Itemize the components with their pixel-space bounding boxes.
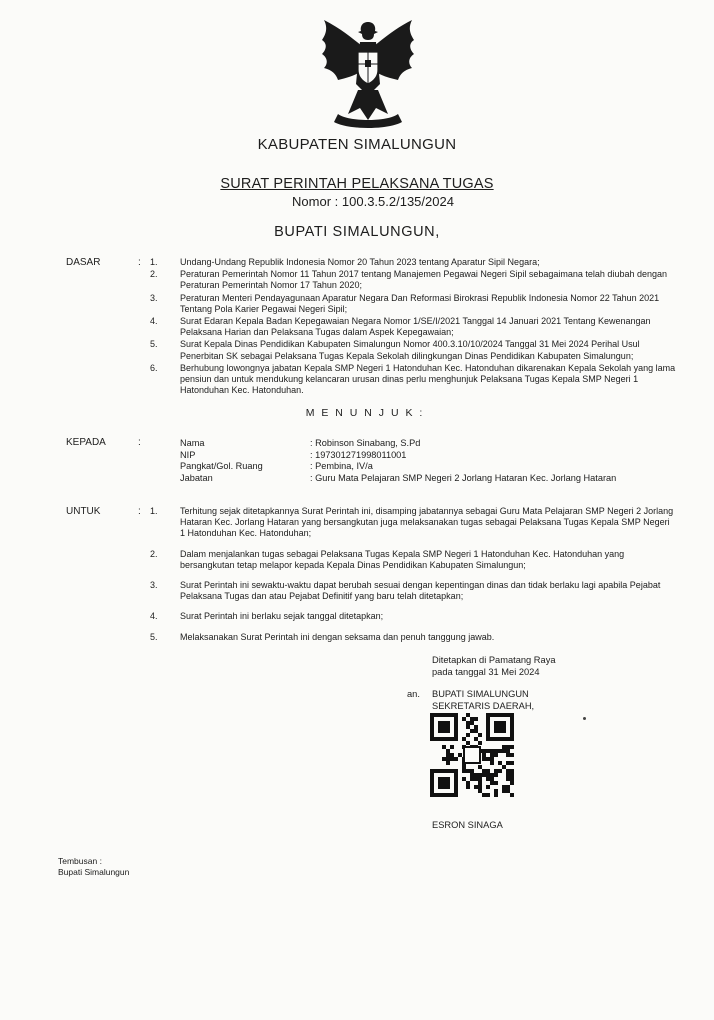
signature-date: pada tanggal 31 Mei 2024 xyxy=(432,666,540,677)
signature-official xyxy=(432,689,534,712)
list-item: 5. Melaksanakan Surat Perintah ini dengan seksama dan penuh tanggung jawab. xyxy=(150,631,495,642)
list-item: 2. Peraturan Pemerintah Nomor 11 Tahun 2017 tentang Manajemen Pegawai Negeri Sipil sebagaimana telah diubah dengan Peraturan Pemerintah Nomor 17 Tahun 2020; xyxy=(150,269,667,291)
list-item: 4. Surat Edaran Kepala Badan Kepegawaian Negara Nomor 1/SE/I/2021 Tanggal 14 Januari 2021 Tentang Kewenangan Pelaksana Harian dan Pelaksana Tugas dalam Aspek Kepegawaian; xyxy=(150,316,651,338)
list-item: 1. Terhitung sejak ditetapkannya Surat Perintah ini, disamping jabatannya sebagai Guru Mata Pelajaran SMP Negeri 2 Jorlang Hataran Kec. Jorlang Hataran yang bersangkutan juga melaksanakan tugas sebagai Pelaksana Tugas Kepala SMP Negeri 1 Hatonduhan Kec. Hatonduhan; xyxy=(150,506,674,539)
kepada-colon: : xyxy=(138,437,141,448)
signature-place: Ditetapkan di Pamatang Raya xyxy=(432,655,556,665)
dasar-list xyxy=(150,257,680,397)
list-item: 5. Surat Kepala Dinas Pendidikan Kabupaten Simalungun Nomor 400.3.10/10/2024 Tanggal 31 Mei 2024 Perihal Usul Penerbitan SK sebagai Pelaksana Tugas Kepala Sekolah dilingkungan Dinas Pendidikan Kabupaten Simalungun; xyxy=(150,339,640,361)
recipient-fields xyxy=(180,438,616,484)
list-item: 6. Berhubung lowongnya jabatan Kepala SMP Negeri 1 Hatonduhan Kec. Hatonduhan dikarenakan Kepala Sekolah yang lama pensiun dan untuk mendukung kelancaran urusan dinas perlu menghunjuk Pelaksana Tugas Kepala SMP Negeri 1 Hatonduhan Kec. Hatonduhan. xyxy=(150,362,676,396)
untuk-label: UNTUK xyxy=(66,506,101,517)
official-title: BUPATI SIMALUNGUN xyxy=(432,689,529,699)
field-row-name: Nama : Robinson Sinabang, S.Pd xyxy=(180,438,421,448)
qr-code-icon xyxy=(430,713,514,797)
kepada-label: KEPADA xyxy=(66,437,106,448)
on-behalf-label: an. xyxy=(407,689,420,699)
tembusan-recipient: Bupati Simalungun xyxy=(58,866,130,877)
letter-title: SURAT PERINTAH PELAKSANA TUGAS xyxy=(220,176,494,192)
letter-number: Nomor : 100.3.5.2/135/2024 xyxy=(292,194,454,209)
field-row-nip: NIP : 197301271998011001 xyxy=(180,449,407,460)
list-item: 4. Surat Perintah ini berlaku sejak tanggal ditetapkan; xyxy=(150,611,384,622)
secretary-title: SEKRETARIS DAERAH, xyxy=(432,700,535,711)
field-row-position: Jabatan : Guru Mata Pelajaran SMP Negeri 2 Jorlang Hataran Kec. Jorlang Hataran xyxy=(180,472,617,483)
tembusan-label: Tembusan : xyxy=(58,856,102,866)
list-item: 2. Dalam menjalankan tugas sebagai Pelaksana Tugas Kepala SMP Negeri 1 Hatonduhan Kec. Hatonduhan yang bersangkutan tetap melapor kepada Kepala Dinas Pendidikan Kabupaten Simalungun; xyxy=(150,548,625,570)
issuer-title: BUPATI SIMALUNGUN, xyxy=(274,224,440,240)
list-item: 3. Surat Perintah ini sewaktu-waktu dapat berubah sesuai dengan kepentingan dinas dan tidak berlaku lagi apabila Pejabat Pelaksana Tugas dan atau Pejabat Definitif yang baru telah ditetapkan; xyxy=(150,580,661,602)
menunjuk-heading: M E N U N J U K : xyxy=(305,407,425,419)
untuk-colon: : xyxy=(138,506,141,517)
dasar-colon: : xyxy=(138,257,141,268)
dasar-label: DASAR xyxy=(66,257,101,268)
field-row-rank: Pangkat/Gol. Ruang : Pembina, IV/a xyxy=(180,461,373,472)
regency-name: KABUPATEN SIMALUNGUN xyxy=(257,136,457,153)
garuda-emblem-icon xyxy=(318,18,418,130)
scan-speck xyxy=(583,717,586,720)
list-item: 3. Peraturan Menteri Pendayagunaan Aparatur Negara Dan Reformasi Birokrasi Republik Indonesia Nomor 22 Tahun 2021 Tentang Pola Karier Pegawai Negeri Sipil; xyxy=(150,292,660,314)
tembusan-block xyxy=(58,856,129,877)
list-item: 1. Undang-Undang Republik Indonesia Nomor 20 Tahun 2023 tentang Aparatur Sipil Negara; xyxy=(150,257,540,267)
untuk-list xyxy=(150,506,675,652)
signature-place-date xyxy=(432,655,556,678)
signatory-name: ESRON SINAGA xyxy=(432,820,503,830)
